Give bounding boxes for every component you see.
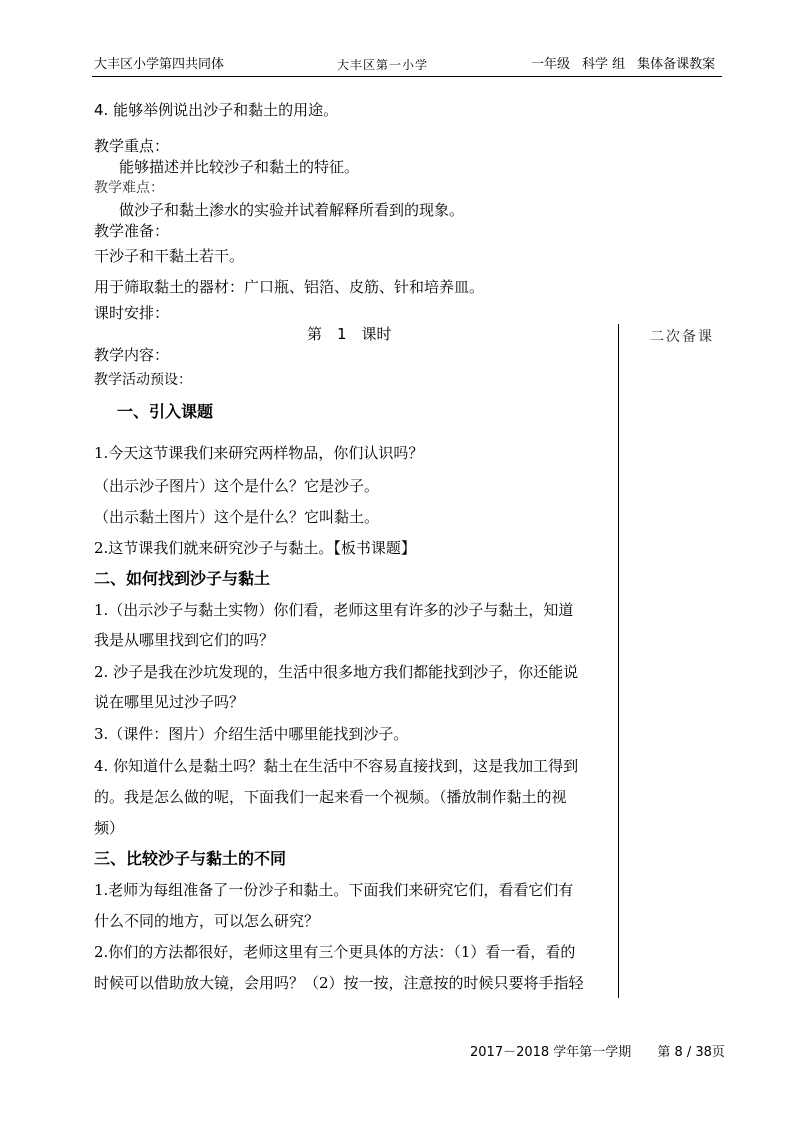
header-school-group: 大丰区小学第四共同体 — [94, 57, 225, 72]
content-label: 教学内容： — [94, 346, 170, 364]
preparation-item-2: 用于筛取黏土的器材：广口瓶、铝箔、皮筋、针和培养皿。 — [94, 278, 485, 296]
section-2-paragraph-2a: 2. 沙子是我在沙坑发现的，生活中很多地方我们都能找到沙子，你还能说 — [94, 663, 579, 681]
header-grade: 一年级 — [531, 57, 571, 72]
section-3-paragraph-2b: 时候可以借助放大镜，会用吗？（2）按一按，注意按的时候只要将手指轻 — [94, 974, 584, 992]
section-1-paragraph-4: 2.这节课我们就来研究沙子与黏土。【板书课题】 — [94, 539, 416, 557]
header-divider — [92, 76, 722, 77]
footer-page-number: 第 8 / 38页 — [657, 1045, 725, 1060]
section-3-paragraph-1b: 什么不同的地方，可以怎么研究？ — [94, 912, 320, 930]
margin-divider — [618, 324, 619, 998]
page-footer — [470, 1041, 725, 1060]
header-course-info — [531, 57, 715, 73]
footer-semester: 2017－2018 学年第一学期 — [470, 1045, 632, 1060]
difficulties-label: 教学难点： — [94, 180, 164, 196]
section-1-paragraph-1: 1.今天这节课我们来研究两样物品，你们认识吗？ — [94, 444, 424, 462]
section-2-title: 二、如何找到沙子与黏土 — [94, 569, 271, 588]
header-subject: 科学 组 — [582, 57, 626, 72]
key-points-text: 能够描述并比较沙子和黏土的特征。 — [119, 158, 360, 176]
preparation-item-1: 干沙子和干黏土若干。 — [94, 247, 245, 265]
difficulties-text: 做沙子和黏土渗水的实验并试着解释所看到的现象。 — [119, 201, 465, 219]
header-doc-type: 集体备课教案 — [637, 57, 716, 72]
section-1-paragraph-2: （出示沙子图片）这个是什么？它是沙子。 — [94, 477, 380, 495]
section-1-title: 一、引入课题 — [117, 402, 214, 421]
objective-item-4: 4. 能够举例说出沙子和黏土的用途。 — [94, 101, 339, 119]
section-2-paragraph-3: 3.（课件：图片）介绍生活中哪里能找到沙子。 — [94, 725, 409, 743]
section-2-paragraph-4a: 4. 你知道什么是黏土吗？黏土在生活中不容易直接找到，这是我加工得到 — [94, 757, 579, 775]
header-school-name: 大丰区第一小学 — [337, 58, 429, 72]
section-3-paragraph-2a: 2.你们的方法都很好，老师这里有三个更具体的方法：（1）看一看，看的 — [94, 943, 576, 961]
period-title: 第 1 课时 — [307, 325, 392, 343]
second-preparation-label: 二次备课 — [650, 329, 714, 345]
schedule-label: 课时安排： — [94, 304, 170, 322]
key-points-label: 教学重点： — [94, 137, 170, 155]
section-2-paragraph-2b: 说在哪里见过沙子吗？ — [94, 693, 245, 711]
section-2-paragraph-4b: 的。我是怎么做的呢，下面我们一起来看一个视频。（播放制作黏土的视 — [94, 788, 567, 806]
section-3-title: 三、比较沙子与黏土的不同 — [94, 849, 287, 868]
section-3-paragraph-1a: 1.老师为每组准备了一份沙子和黏土。下面我们来研究它们，看看它们有 — [94, 881, 574, 899]
section-1-paragraph-3: （出示黏土图片）这个是什么？它叫黏土。 — [94, 508, 380, 526]
section-2-paragraph-1a: 1.（出示沙子与黏土实物）你们看，老师这里有许多的沙子与黏土，知道 — [94, 601, 574, 619]
preparation-label: 教学准备： — [94, 222, 170, 240]
section-2-paragraph-1b: 我是从哪里找到它们的吗？ — [94, 631, 275, 649]
section-2-paragraph-4c: 频） — [94, 819, 125, 837]
activity-label: 教学活动预设： — [94, 372, 192, 388]
